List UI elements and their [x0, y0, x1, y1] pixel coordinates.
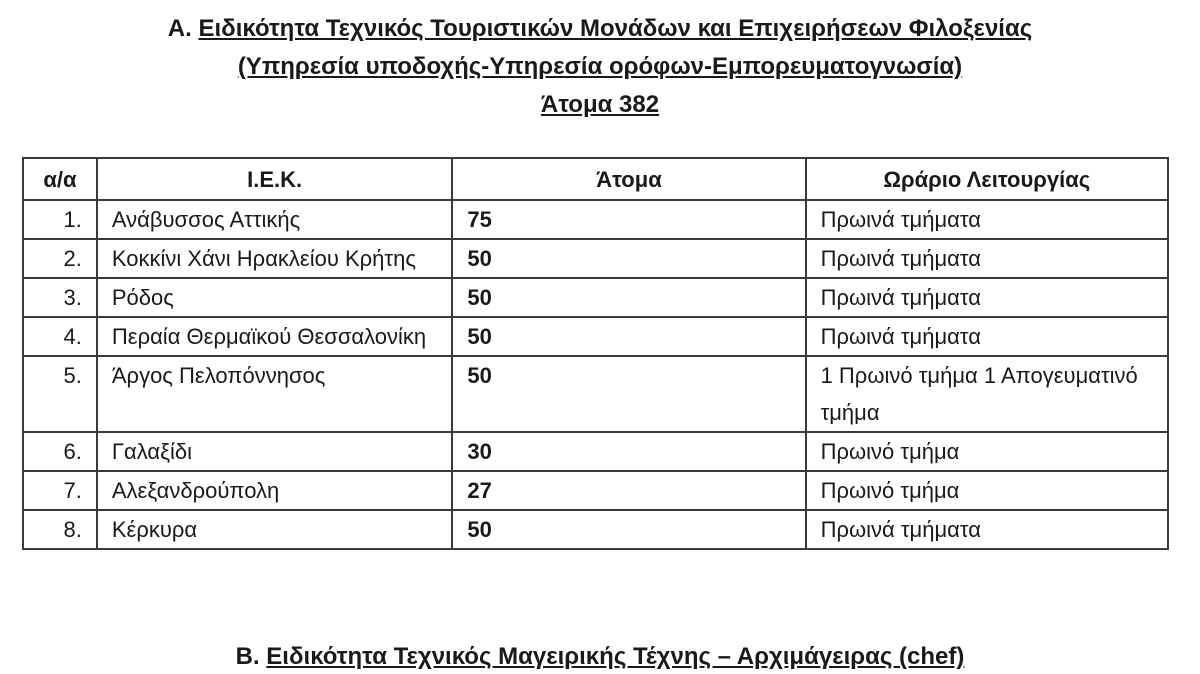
table-row	[23, 317, 1168, 356]
schedule-text: Πρωινά τμήματα	[806, 317, 1168, 356]
total-persons: Άτομα 382	[540, 91, 660, 118]
iek-name: Περαία Θερμαϊκού Θεσσαλονίκη	[97, 317, 453, 356]
persons-count: 50	[452, 510, 805, 549]
table-row	[23, 278, 1168, 317]
iek-name: Κοκκίνι Χάνι Ηρακλείου Κρήτης	[97, 239, 453, 278]
section-title	[0, 12, 1200, 46]
section-subtitle	[0, 50, 1200, 84]
next-section-title	[0, 640, 1200, 674]
table-row	[23, 356, 1168, 432]
persons-count: 50	[452, 278, 805, 317]
iek-name: Αλεξανδρούπολη	[97, 471, 453, 510]
next-section-letter: Β.	[235, 643, 267, 670]
header-iek: Ι.Ε.Κ.	[97, 158, 453, 200]
schedule-text: 1 Πρωινό τμήμα 1 Απογευματινό τμήμα	[806, 356, 1168, 432]
schedule-text: Πρωινά τμήματα	[806, 200, 1168, 239]
persons-count: 75	[452, 200, 805, 239]
persons-count: 27	[452, 471, 805, 510]
iek-name: Άργος Πελοπόννησος	[97, 356, 453, 432]
row-number: 6.	[23, 432, 97, 471]
specialty-subtitle: (Υπηρεσία υποδοχής-Υπηρεσία ορόφων-Εμπορευματογνωσία)	[237, 53, 963, 80]
table-header-row	[23, 158, 1168, 200]
iek-table	[22, 157, 1169, 550]
specialty-title: Ειδικότητα Τεχνικός Τουριστικών Μονάδων και Επιχειρήσεων Φιλοξενίας	[198, 15, 1033, 42]
iek-name: Ανάβυσσος Αττικής	[97, 200, 453, 239]
table-row	[23, 200, 1168, 239]
table-row	[23, 432, 1168, 471]
schedule-text: Πρωινό τμήμα	[806, 471, 1168, 510]
row-number: 7.	[23, 471, 97, 510]
persons-count: 50	[452, 239, 805, 278]
persons-count: 30	[452, 432, 805, 471]
section-letter: Α.	[167, 15, 199, 42]
persons-count: 50	[452, 356, 805, 432]
header-schedule: Ωράριο Λειτουργίας	[806, 158, 1168, 200]
persons-count: 50	[452, 317, 805, 356]
section-total	[0, 88, 1200, 122]
table-row	[23, 239, 1168, 278]
iek-name: Ρόδος	[97, 278, 453, 317]
row-number: 4.	[23, 317, 97, 356]
table-row	[23, 471, 1168, 510]
row-number: 5.	[23, 356, 97, 432]
iek-name: Γαλαξίδι	[97, 432, 453, 471]
next-specialty-title: Ειδικότητα Τεχνικός Μαγειρικής Τέχνης – Αρχιμάγειρας (chef)	[266, 643, 965, 670]
header-aa: α/α	[23, 158, 97, 200]
row-number: 1.	[23, 200, 97, 239]
row-number: 2.	[23, 239, 97, 278]
row-number: 8.	[23, 510, 97, 549]
table-body	[23, 200, 1168, 549]
schedule-text: Πρωινά τμήματα	[806, 278, 1168, 317]
schedule-text: Πρωινά τμήματα	[806, 239, 1168, 278]
table-row	[23, 510, 1168, 549]
iek-name: Κέρκυρα	[97, 510, 453, 549]
row-number: 3.	[23, 278, 97, 317]
header-persons: Άτομα	[452, 158, 805, 200]
schedule-text: Πρωινά τμήματα	[806, 510, 1168, 549]
schedule-text: Πρωινό τμήμα	[806, 432, 1168, 471]
